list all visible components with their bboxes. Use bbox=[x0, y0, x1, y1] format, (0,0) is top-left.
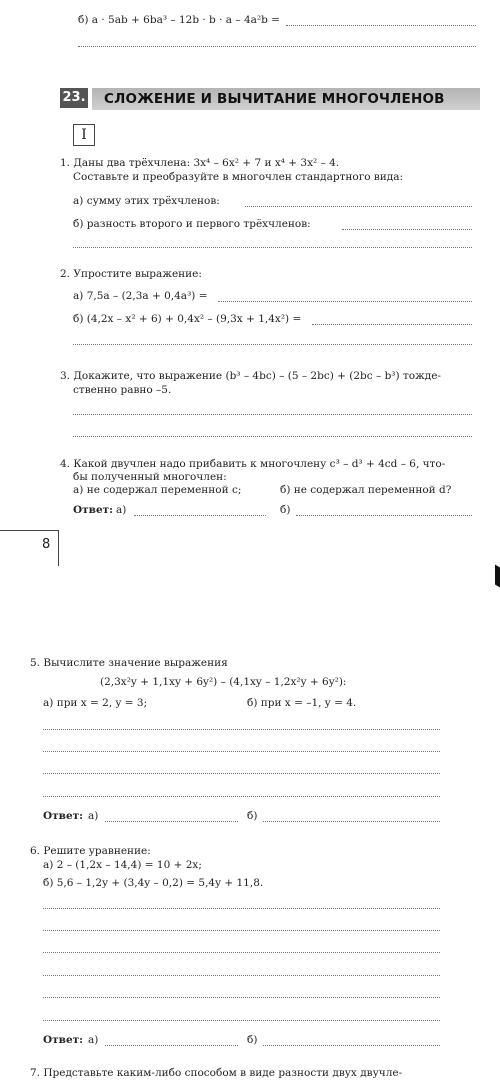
section-title: СЛОЖЕНИЕ И ВЫЧИТАНИЕ МНОГОЧЛЕНОВ bbox=[104, 91, 445, 107]
answer-line[interactable] bbox=[43, 729, 440, 730]
task-1-item-b: б) разность второго и первого трёхчленов: bbox=[73, 218, 311, 230]
answer-line[interactable] bbox=[286, 25, 476, 26]
prev-task-item-b: б) a · 5ab + 6ba³ – 12b · b · a – 4a²b = bbox=[78, 14, 280, 26]
answer-line[interactable] bbox=[43, 908, 440, 909]
answer-line[interactable] bbox=[134, 515, 266, 516]
answer-line[interactable] bbox=[312, 324, 472, 325]
answer-line[interactable] bbox=[43, 796, 440, 797]
answer-line[interactable] bbox=[43, 997, 440, 998]
answer-b-label: б) bbox=[280, 504, 291, 516]
task-2-item-a: а) 7,5a – (2,3a + 0,4a³) = bbox=[73, 290, 208, 302]
task-6-item-a: а) 2 – (1,2x – 14,4) = 10 + 2x; bbox=[43, 859, 202, 871]
answer-line[interactable] bbox=[43, 975, 440, 976]
answer-line[interactable] bbox=[342, 229, 472, 230]
answer-b-label: б) bbox=[247, 810, 258, 822]
page-number: 8 bbox=[42, 537, 51, 552]
answer-line[interactable] bbox=[43, 930, 440, 931]
answer-line[interactable] bbox=[78, 46, 476, 47]
answer-label: Ответ: bbox=[43, 1034, 84, 1046]
answer-line[interactable] bbox=[73, 247, 472, 248]
answer-line[interactable] bbox=[43, 751, 440, 752]
answer-line[interactable] bbox=[296, 515, 472, 516]
task-4-statement: 4. Какой двучлен надо прибавить к многочлену c³ – d³ + 4cd – 6, что- bbox=[60, 458, 446, 470]
answer-line[interactable] bbox=[263, 1045, 440, 1046]
task-4-item-b: б) не содержал переменной d? bbox=[280, 484, 452, 496]
task-5-item-a: а) при x = 2, y = 3; bbox=[43, 697, 148, 709]
task-6-statement: 6. Решите уравнение: bbox=[30, 845, 151, 857]
task-5-item-b: б) при x = –1, y = 4. bbox=[247, 697, 357, 709]
answer-b-label: б) bbox=[247, 1034, 258, 1046]
answer-a-label: а) bbox=[116, 504, 127, 516]
answer-line[interactable] bbox=[73, 436, 472, 437]
answer-line[interactable] bbox=[263, 821, 440, 822]
task-1-statement: 1. Даны два трёхчлена: 3x⁴ – 6x² + 7 и x⁴ + 3x² – 4. bbox=[60, 157, 340, 169]
task-4-item-a: а) не содержал переменной c; bbox=[73, 484, 242, 496]
answer-a-label: а) bbox=[88, 1034, 99, 1046]
answer-line[interactable] bbox=[218, 301, 472, 302]
answer-label: Ответ: bbox=[43, 810, 84, 822]
page-edge bbox=[495, 565, 500, 588]
task-5-statement: 5. Вычислите значение выражения bbox=[30, 657, 228, 669]
answer-line[interactable] bbox=[105, 1045, 238, 1046]
task-5-expression: (2,3x²y + 1,1xy + 6y²) – (4,1xy – 1,2x²y + 6y²): bbox=[100, 676, 347, 688]
task-1-instruction: Составьте и преобразуйте в многочлен стандартного вида: bbox=[73, 171, 404, 183]
answer-line[interactable] bbox=[43, 952, 440, 953]
answer-line[interactable] bbox=[43, 1020, 440, 1021]
answer-line[interactable] bbox=[43, 773, 440, 774]
answer-a-label: а) bbox=[88, 810, 99, 822]
answer-line[interactable] bbox=[73, 414, 472, 415]
section-number: 23. bbox=[60, 88, 88, 108]
answer-line[interactable] bbox=[73, 344, 472, 345]
task-1-item-a: а) сумму этих трёхчленов: bbox=[73, 195, 220, 207]
task-6-item-b: б) 5,6 – 1,2y + (3,4y – 0,2) = 5,4y + 11,8. bbox=[43, 877, 264, 889]
answer-line[interactable] bbox=[245, 206, 472, 207]
task-2-statement: 2. Упростите выражение: bbox=[60, 268, 202, 280]
task-4-statement-cont: бы полученный многочлен: bbox=[73, 471, 227, 483]
task-2-item-b: б) (4,2x – x² + 6) + 0,4x² – (9,3x + 1,4x²) = bbox=[73, 313, 302, 325]
task-3-statement-cont: ственно равно –5. bbox=[73, 384, 172, 396]
answer-label: Ответ: bbox=[73, 504, 114, 516]
difficulty-level: I bbox=[73, 124, 95, 146]
task-3-statement: 3. Докажите, что выражение (b³ – 4bc) – (5 – 2bc) + (2bc – b³) тожде- bbox=[60, 370, 441, 382]
answer-line[interactable] bbox=[105, 821, 238, 822]
task-7-statement: 7. Представьте каким-либо способом в виде разности двух двучле- bbox=[30, 1067, 403, 1079]
